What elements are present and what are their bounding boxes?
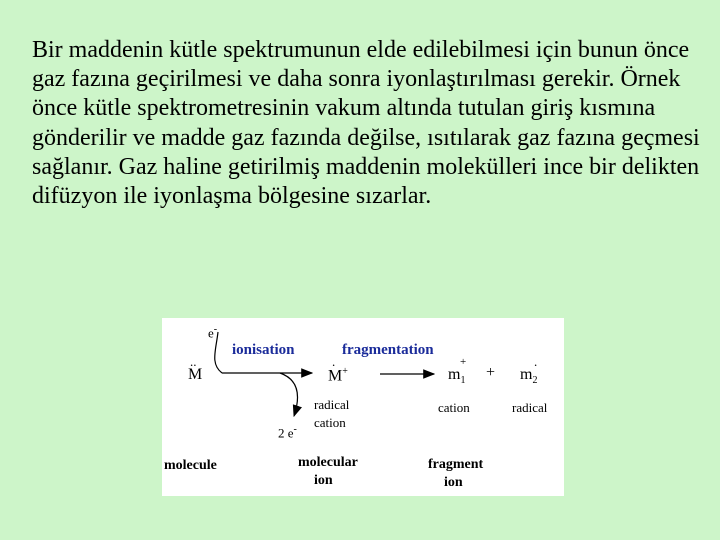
radical-label: radical xyxy=(512,400,548,415)
fragment2-symbol: . $m_2$ xyxy=(520,354,538,387)
molecular-ion-label: molecular ion xyxy=(298,455,358,488)
electron-out-arrow xyxy=(280,373,297,416)
electrons-out-label: 2 e- xyxy=(278,424,297,441)
body-paragraph: Bir maddenin kütle spektrumunun elde edilebilmesi için bunun önce gaz fazına geçirilmesi ve daha sonra iyonlaştırılması gerekir. Örnek önce kütle spektrometresinin vakum altında tutulan giriş kısmına gönderilir ve madde gaz fazında değilse, ısıtılarak gaz fazına geçmesi sağlanır. Gaz haline getirilmiş maddenin molekülleri ince bir delikten difüzyon ile iyonlaşma bölgesine sızarlar. xyxy=(32,37,700,210)
molecule-symbol: .. M xyxy=(188,354,203,383)
electron-in-label: e- xyxy=(208,324,218,341)
ionisation-label: ionisation xyxy=(232,342,295,358)
molecular-ion-symbol: . M+ xyxy=(328,354,348,385)
plus-sign: + xyxy=(486,364,496,381)
molecule-label: molecule xyxy=(164,458,217,473)
fragment-ion-label: fragment ion xyxy=(428,457,484,490)
cation-label: cation xyxy=(438,400,470,415)
fragment1-symbol: + $m_1$ xyxy=(448,356,467,387)
ionisation-fragmentation-diagram xyxy=(162,318,564,496)
fragmentation-label: fragmentation xyxy=(342,342,434,358)
radical-cation-label: radical cation xyxy=(314,397,350,430)
